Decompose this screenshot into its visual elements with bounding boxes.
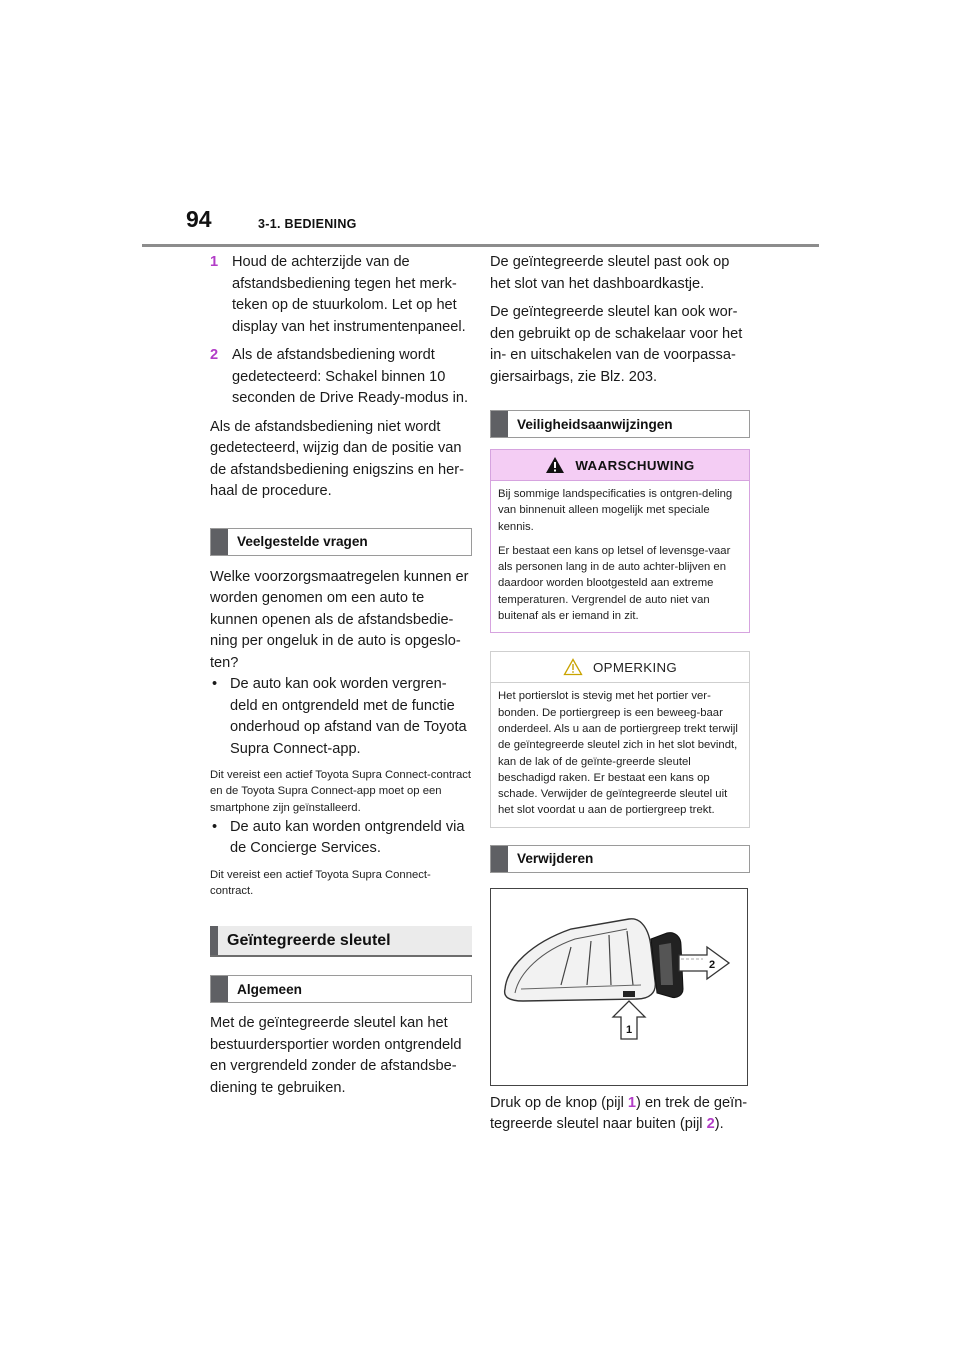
heading-label: Veelgestelde vragen	[237, 534, 368, 549]
caption-text: ) en trek de geïn-tegreerde sleutel naar buiten (pijl	[490, 1094, 748, 1133]
caption-text: Druk op de knop (pijl	[490, 1094, 628, 1111]
warning-title: WAARSCHUWING	[575, 457, 695, 473]
step-2	[210, 345, 472, 410]
right-column	[490, 252, 752, 1136]
heading-label: Geïntegreerde sleutel	[227, 931, 391, 949]
bullet-item	[210, 817, 472, 860]
note-text: Dit vereist een actief Toyota Supra Connect-contract.	[210, 868, 431, 898]
step-number: 1	[210, 254, 219, 270]
left-column	[210, 252, 472, 1099]
heading-label: Verwijderen	[517, 851, 594, 867]
bullet-text: De auto kan worden ontgrendeld via de Concierge Services.	[230, 818, 465, 857]
paragraph: Als de afstandsbediening niet wordt gedetecteerd, wijzig dan de positie van de afstandsbediening enigszins en her-haal de procedure.	[210, 418, 464, 499]
warning-content	[491, 481, 749, 632]
faq-heading	[210, 528, 472, 556]
bullet-text: De auto kan ook worden vergren-deld en ontgrendeld met de functie onderhoud op afstand van de Toyota Supra Connect-app.	[230, 676, 467, 757]
arrow-1-label: 1	[626, 1023, 633, 1036]
notice-header	[491, 652, 749, 683]
heading-bar	[491, 411, 508, 437]
chapter-title: 3-1. BEDIENING	[258, 217, 357, 231]
arrow-ref-2: 2	[706, 1116, 715, 1133]
paragraph: De geïntegreerde sleutel kan ook wor-den gebruikt op de schakelaar voor het in- en uitschakelen van de voorpassa-giersairbags, zie Blz. 203.	[490, 304, 743, 385]
bullet-item	[210, 674, 472, 760]
safety-heading	[490, 410, 750, 438]
header-rule	[142, 244, 819, 247]
notice-content	[491, 683, 749, 826]
sub-heading	[210, 975, 472, 1003]
notice-title: OPMERKING	[593, 659, 677, 675]
arrow-2-label: 2	[709, 958, 716, 971]
section-heading	[210, 926, 472, 957]
warning-box	[490, 449, 750, 633]
bullet-dot: •	[212, 818, 218, 835]
notice-text: Het portierslot is stevig met het portier ver-bonden. De portiergreep is een beweeg-baar onderdeel. Als u aan de portiergreep trekt terwijl de geïntegreerde sleutel zich in het slot bevindt, kan de lak of de geïnte-greerde sleutel beschadigd raken. Er bestaat een kans op schade. Verwijder de geïntegreerde sleutel uit het slot voordat u aan de portiergreep trekt.	[498, 690, 738, 817]
page-number: 94	[186, 206, 212, 232]
faq-question: Welke voorzorgsmaatregelen kunnen er worden genomen om een auto te kunnen openen als de afstandsbedie-ning per ongeluk in de auto is opgeslo-ten?	[210, 568, 469, 671]
step-number: 2	[210, 347, 219, 363]
key-removal-figure	[490, 888, 748, 1086]
warning-triangle-icon	[545, 456, 565, 474]
warning-text: Bij sommige landspecificaties is ontgren-deling van binnenuit alleen mogelijk met speciale kennis.	[498, 488, 733, 533]
paragraph: De geïntegreerde sleutel past ook op het slot van het dashboardkastje.	[490, 254, 730, 292]
step-1	[210, 252, 472, 338]
heading-label: Algemeen	[237, 981, 302, 997]
bullet-dot: •	[212, 676, 218, 692]
arrow-ref-1: 1	[627, 1094, 637, 1111]
notice-box	[490, 651, 750, 827]
figure-caption	[490, 1093, 752, 1136]
heading-label: Veiligheidsaanwijzingen	[517, 416, 673, 432]
heading-bar	[211, 976, 228, 1002]
heading-bar	[210, 926, 218, 955]
warning-text: Er bestaat een kans op letsel of levensge-vaar als personen lang in de auto achter-blijven en daardoor worden blootgesteld aan extreme temperaturen. Vergrendel de auto niet van buitenaf als er iemand in zit.	[498, 544, 731, 623]
step-text: Als de afstandsbediening wordt gedetecteerd: Schakel binnen 10 seconden de Drive Ready-modus in.	[232, 347, 469, 406]
heading-bar	[211, 529, 228, 555]
note-text: Dit vereist een actief Toyota Supra Connect-contract en de Toyota Supra Connect-app moet op een smartphone zijn geïnstalleerd.	[210, 769, 472, 814]
step-text: Houd de achterzijde van de afstandsbediening tegen het merk-teken op de stuurkolom. Let op het display van het instrumentenpaneel.	[232, 254, 466, 335]
paragraph: Met de geïntegreerde sleutel kan het bestuurdersportier worden ontgrendeld en vergrendeld zonder de afstandsbe-diening te gebruiken.	[210, 1015, 462, 1096]
heading-bar	[491, 846, 508, 872]
remote-key-illustration	[491, 889, 747, 1085]
caption-text: ).	[714, 1116, 724, 1133]
remove-heading	[490, 845, 750, 873]
warning-header	[491, 450, 749, 481]
caution-triangle-icon	[563, 658, 583, 676]
